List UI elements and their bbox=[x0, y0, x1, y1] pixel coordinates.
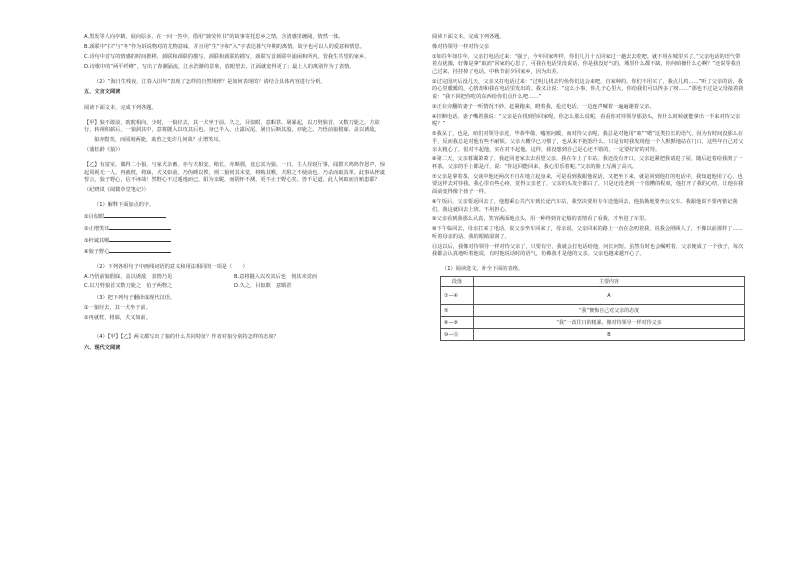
passage-yi-source: （纪晓岚《阅微草堂笔记》） bbox=[84, 186, 149, 193]
answer-blank[interactable] bbox=[109, 247, 171, 253]
option-a: A.黑发等人向亭鹤，展向原多，在一问一答中，借用“蒲荧传书”的故事寄托思乡之情，含清感里缠阔，情然一体。 bbox=[84, 34, 344, 40]
article-para-5: ⑤我呆了，也是，咱们对领导亲近，毕恭毕敬，嘘寒问暖，而对待父亲呢，我总是对他用“咱”“嗯”这类拉长的语气，因为有时间没那么在乎，反而我总是对他有些不耐烦。父亲大概早已习惯了，也从来不抱怨什么，只是有时我发现他一个人默默地站在门口，这些年自己对父亲太粗心了，很对不起他，实在对不起他。这样，我没想到自己是心还不错的，一定要好好的对待。 bbox=[432, 131, 744, 153]
summary-table bbox=[440, 276, 745, 341]
answer-blank[interactable] bbox=[109, 236, 171, 242]
section-5-title: 五、文言文阅读 bbox=[84, 89, 121, 96]
choice-a[interactable]: A.乃悟前狼假寐，盖以诱敌 表情乃见 bbox=[84, 274, 173, 281]
passage-yi: 【乙】有富室，偶得二小狼，与家犬杂畜，亦与犬相安。稍长，亦颇驯，竟忘其为狼。一日，主人昼寝厅事，闻群犬呜呜作怒声，惊起周视无一人。再就枕，将寐，犬又如前，乃伪睡以俟，则二狼伺其未觉，将啮其喉，犬阻之不使前也。乃杀而取其革。此事从侄虞惇言。狼子野心，信不诬哉！然野心不过遁逸而已，阳为亲昵，而阴怀不测，更不止于野心矣。兽不足道，此人何取而自贻患耶？ bbox=[84, 161, 385, 184]
choice-b[interactable]: B.意将隧入以攻其后也 伺其未觉而 bbox=[234, 274, 318, 281]
article-title: 像对待领导一样对待父亲 bbox=[432, 43, 490, 50]
choice-d[interactable]: D.久之，目似瞑 意暇甚 bbox=[234, 282, 292, 289]
article-para-3: ③正在旁翻的妻子一听情况不妙，赶紧跑来，瞪着我，抢过电话，一边连声喊着一遍遍谢着父亲。 bbox=[432, 103, 655, 110]
table-row bbox=[441, 305, 745, 317]
q1-item-2: ②止增笑耳 bbox=[84, 224, 388, 234]
question-3: （3）把下列句子翻译成现代汉语。 bbox=[94, 295, 176, 302]
choice-c[interactable]: C.以刀劈狼首又数刀毙之 伯子两物之 bbox=[84, 282, 173, 289]
content-cell[interactable]: A bbox=[474, 287, 745, 305]
option-b: B.颈联中“扫”与“冬”作为诉说物对的尤物意味，并且用“生”字和“入”字表达暮气年期的离情。故字也可以人的爱意和情思。 bbox=[84, 43, 365, 50]
article-para-9: ⑨父亲看到我那么认真，笑容满面地点头，用一种得到肯定般的表情看了看我，才坐进了车里。 bbox=[432, 216, 650, 223]
q1-item-4: ④狼子野心 bbox=[84, 247, 388, 257]
table-header-cell: 主要内容 bbox=[474, 277, 745, 287]
option-d: D.诗歌中的“两平纤峰”，写出了春潮涌流，江水浩渺的景象，放眼望去，江面就宽得更了；最上人的离别作为了表情。 bbox=[84, 63, 355, 70]
content-cell: “我”懊悔自己对父亲的态度 bbox=[474, 305, 745, 317]
right-question-1: （1）阅读选文，补全下面的表格。 bbox=[442, 266, 524, 273]
q3-item-2: ②再就枕，将寐，犬又如前。 bbox=[84, 315, 151, 322]
passage-jia-source: （蒲松龄《狼》） bbox=[84, 147, 123, 154]
table-header-cell: 段落 bbox=[441, 277, 474, 287]
question-1: （1）解释下面加点的字。 bbox=[94, 201, 155, 208]
table-header-row bbox=[441, 277, 745, 287]
table-row bbox=[441, 287, 745, 305]
q1-item-1: ①目似瞑 bbox=[84, 212, 388, 222]
passage-jia-ending: 狼亦黠矣，而顷刻两毙，禽兽之变诈几何哉？止增笑耳。 bbox=[94, 137, 224, 144]
section-6-title: 六、现代文阅读 bbox=[84, 344, 121, 351]
section-6-intro: 阅读下面文本，完成下列各题。 bbox=[432, 34, 505, 40]
article-para-11: ⑪这以后，我像对待领导一样对待父亲了，只要有空，我就会打电话给他，问长问短。虽然有时也会嘱咐着，父亲便成了一个孩子，每次我都会认真地听着他说，有时他说话时的语气，仿佛我才是他的父亲。父亲也越来越开心了。 bbox=[432, 243, 744, 258]
segment-cell: ⑩—⑪ bbox=[441, 329, 474, 341]
article-para-1: ①如往年如往年，父亲打电话过来：“强子，今年回家咋样，你们几月十五回家过一趟去去吃吧。就不用在城里买了。”父亲电话的语气带着点犹豫，好像是拿“取消”回家的心思了，可我在电话里没说话，你是我没好气的，城里什么都不缺，你何咱操什么心啊？”还说等我自己过来，挂挂掉了电话。中秋节前夕回家乡，因为出差。 bbox=[432, 53, 741, 75]
right-column bbox=[432, 34, 745, 341]
content-cell[interactable]: B bbox=[474, 329, 745, 341]
table-row bbox=[441, 317, 745, 329]
section-5-intro: 阅读下面文本，完成下列各题。 bbox=[84, 104, 157, 111]
article-para-7: ⑦父亲是拿着茶，交谈中他还两次不自在地立起身来，可是看到我跟他说话，又把坐下来，就是回到他打的电话中，我知道他用了心，也要这样去对待我。我心里有些心疼，觉得父亲老了，父亲的头发全都白了，只是还没老到一个很糟的程度，他打开了我的心结，让他在我面前变得像个孩子一样。 bbox=[432, 173, 744, 196]
segment-cell: ⑥—⑨ bbox=[441, 317, 474, 329]
segment-cell: ①—④ bbox=[441, 287, 474, 305]
content-cell: “我”一改往日的粗暴，像对待领导一样对待父亲 bbox=[474, 317, 745, 329]
left-column bbox=[84, 34, 388, 355]
answer-blank[interactable] bbox=[109, 224, 171, 230]
option-c: C.诗句中首写的情感的时间推移，颈联和颈联的描写，颈联和颈联的描写，颈联写首颈联中浦闲和所内，管我生共望的家乡。 bbox=[84, 53, 370, 60]
article-para-2: ②过完国庆后没几天，父亲又打电话过来：“过明儿找去钓鱼你们这会来吧，自家种的，你们不用买了，我点儿鸡……”听了父亲的话，我的心里暖暖的，心情却和我在电话里发出的。我又让说：“这么小事，你儿子心里大，你给我们可以得多了呀……”那也不过是父母接着我说：“我下回把你吃的东西给你们点什么吧……” bbox=[432, 78, 744, 101]
article-para-4: ④挂断电话，妻子嘴着我说：“父亲是在找到你回家呢，你怎么那么说呢，看看你对待领导那劲头，你什么时候就能拿出一半来对待父亲呢？” bbox=[432, 113, 741, 128]
table-row bbox=[441, 329, 745, 341]
article-para-8: ⑧午饭后，父亲要返回去了，他想乘公共汽车到长途汽车站，我坚决要用专车送他回去，他执拗地要坐公交车。我跟他说不要再惦记我们，我这就回去上班。不用担心。 bbox=[432, 198, 738, 213]
question-2: （2）“海日生残夜，江春入旧年”表现了怎样的自然规律？是如何表现的？请结合具体内容进行分析。 bbox=[94, 78, 326, 85]
passage-jia: 【甲】狼不敢前，眈眈相向。少时，一狼径去，其一犬坐于前。久之，目似瞑，意暇甚。屠暴起，以刀劈狼首，又数刀毙之。方欲行，转视积薪后，一狼洞其中，意将隧入以攻其后也。身已半入，止露尻尾。屠自后断其股，亦毙之。乃悟前狼假寐，盖以诱敌。 bbox=[84, 119, 380, 134]
article-para-6: ⑥第二天，父亲暮霭萧萧了，我赶回老家去去看望父亲，我在车上了车站。我还没有开口，父亲赶紧把我请进了屋，随后赶着给我沏了一杯茶。父亲的手上都是汗，说：“你这回能回来，我心里乐着呢。”父亲的脸上写满了高兴。 bbox=[432, 156, 743, 170]
segment-cell: ⑤ bbox=[441, 305, 474, 317]
q2b-choices bbox=[84, 274, 388, 290]
article-para-10: ⑩下午临回去，母亲打来了电话，说父亲坐车回来了，母亲说，父亲回来的路上一直在念叨着我，说我会照顾人了，不像以前那样了……听着母亲的话，我的眼睛湿润了。 bbox=[432, 226, 743, 240]
q1-item-3: ③杆诚其喉 bbox=[84, 236, 388, 246]
question-4: （4）【甲】【乙】两文都写出了狼的什么共同特征？作者对狼分别持怎样的态度？ bbox=[94, 334, 279, 341]
answer-blank[interactable] bbox=[104, 212, 166, 218]
question-2b: （2）下列各组句子中画线词语的意义和用法相同的一项是（ ） bbox=[94, 264, 248, 271]
q3-item-1: ①一狼径去，其一犬坐于前。 bbox=[84, 305, 151, 312]
